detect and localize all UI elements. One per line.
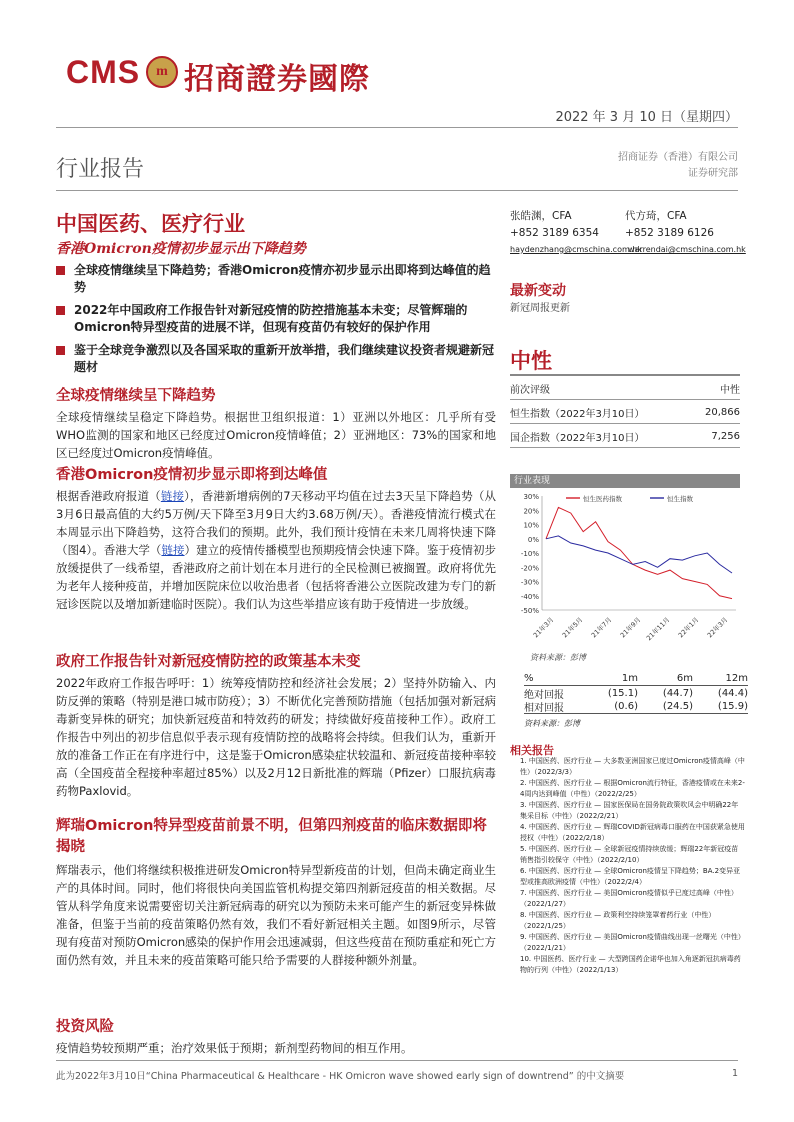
related-reports-list (510, 756, 745, 976)
x-tick-label: 21年7月 (589, 615, 614, 640)
y-tick-label: -40% (520, 592, 539, 601)
analyst-name: 代方琦，CFA (625, 210, 687, 222)
series-line (546, 507, 732, 598)
analyst-phone: +852 3189 6354 (510, 227, 599, 239)
rating-table (510, 378, 740, 448)
firm-line-2: 证券研究部 (688, 168, 738, 179)
related-reports-heading: 相关报告 (510, 744, 554, 757)
logo-badge: m (146, 56, 178, 88)
section-text: 全球疫情继续呈稳定下降趋势。根据世卫组织报道：1）亚洲以外地区：几乎所有受WHO监测的国家和地区已经度过Omicron疫情峰值；2）亚洲地区：73%的国家和地区已经度过Omicron疫情峰值。 (56, 410, 496, 460)
legend-label: 恒生医药指数 (583, 495, 622, 503)
section-policy (56, 650, 496, 800)
source-link-2[interactable]: 链接 (161, 543, 185, 557)
footer (56, 1068, 738, 1082)
related-report-item[interactable]: 10. 中国医药、医疗行业 — 大型跨国药企诺华也加入角逐新冠抗病毒药物的行列（中性）（2022/1/13） (520, 955, 741, 974)
bullet-square-icon (56, 346, 65, 355)
related-report-item[interactable]: 8. 中国医药、医疗行业 — 政策利空持续笼罩着药行业（中性）（2022/1/25） (520, 911, 716, 930)
related-report-item[interactable]: 6. 中国医药、医疗行业 — 全球Omicron疫情呈下降趋势；BA.2变异亚型或推高欧洲疫情（中性）（2022/2/4） (520, 867, 741, 886)
x-tick-label: 21年3月 (531, 615, 556, 640)
page-number: 1 (731, 1068, 738, 1079)
report-type: 行业报告 (56, 157, 145, 182)
performance-chart (510, 488, 740, 648)
firm-line-1: 招商证券（香港）有限公司 (618, 152, 738, 163)
rating-rule (510, 374, 740, 376)
bullet-square-icon (56, 306, 65, 315)
table-header: % 1m 6m 12m (524, 673, 748, 684)
page-subtitle: 香港Omicron疫情初步显示出下降趋势 (56, 241, 306, 257)
section-heading: 辉瑞Omicron特异型疫苗前景不明，但第四剂疫苗的临床数据即将揭晓 (56, 818, 487, 855)
latest-change-text: 新冠周报更新 (510, 303, 570, 314)
y-tick-label: 20% (523, 507, 539, 516)
x-tick-label: 21年11月 (644, 615, 672, 643)
section-hongkong (56, 463, 496, 613)
analyst-phone: +852 3189 6126 (625, 227, 714, 239)
footer-note: 此为2022年3月10日“China Pharmaceutical & Healthcare - HK Omicron wave showed early sign of downtrend” 的中文摘要 (56, 1071, 625, 1082)
related-report-item[interactable]: 5. 中国医药、医疗行业 — 全球新冠疫情持续放缓；辉瑞22年新冠疫苗销售指引较保守（中性）（2022/2/10） (520, 845, 739, 864)
y-tick-label: 10% (523, 521, 539, 530)
section-heading: 全球疫情继续呈下降趋势 (56, 388, 216, 404)
analyst-name: 张皓渊，CFA (510, 210, 572, 222)
rating: 中性 (510, 349, 552, 373)
header-rule (56, 127, 738, 128)
key-point: 全球疫情继续呈下降趋势；香港Omicron疫情亦初步显示出即将到达峰值的趋势 (56, 262, 496, 296)
firm-name (618, 150, 738, 182)
performance-table (524, 672, 748, 729)
section-pfizer (56, 816, 496, 969)
legend-label: 恒生指数 (667, 495, 693, 503)
related-report-item[interactable]: 3. 中国医药、医疗行业 — 国家医保局在国务院政策吹风会中明确22年集采目标（中性）（2022/2/21） (520, 801, 739, 820)
table-row: 绝对回报 (15.1) (44.7) (44.4) (524, 687, 748, 701)
source-link-1[interactable]: 链接 (160, 489, 185, 503)
table-row: 相对回报 (0.6) (24.5) (15.9) (524, 701, 748, 714)
section-text: 根据香港政府报道（链接），香港新增病例的7天移动平均值在过去3天呈下降趋势（从3月6日最高值的大约5万例/天下降至3月9日大约3.68万例/天）。香港疫情流行模式在本周显示出下降趋势，这符合我们的预期。此外，我们预计疫情在未来几周将快速下降（图4）。香港大学（链接）建立的疫情传播模型也预期疫情会快速下降。鉴于疫情初步放缓提供了一线希望，香港政府之前计划在本月进行的全民检测已被搁置。政府将优先为老年人接种疫苗，并增加医院床位以收治患者（包括将香港公立医院改建为专门的新冠诊医院以及增加新建临时医院）。我们认为这些举措应该有助于疫情进一步放缓。 (56, 489, 497, 611)
related-report-item[interactable]: 4. 中国医药、医疗行业 — 辉瑞COVID新冠病毒口服药在中国获紧急使用授权（中性）（2022/2/18） (520, 823, 745, 842)
chart-source: 资料来源：彭博 (530, 653, 586, 662)
rating-row: 国企指数（2022年3月10日） 7,256 (510, 426, 740, 448)
page-title: 中国医药、医疗行业 (56, 212, 245, 236)
key-point: 2022年中国政府工作报告针对新冠疫情的防控措施基本未变；尽管辉瑞的Omicron特异型疫苗的进展不详，但现有疫苗仍有较好的保护作用 (56, 302, 496, 336)
x-tick-label: 22年1月 (676, 615, 701, 640)
key-points (56, 262, 496, 382)
section-text: 2022年政府工作报告呼吁：1）统筹疫情防控和经济社会发展；2）坚持外防输入、内防反弹的策略（特别是港口城市防疫）；3）不断优化完善预防措施（包括加强对新冠病毒新变异株的研究；加快新冠疫苗和特效药的研发；持续做好疫苗接种工作）。政府工作报告中列出的初步信息似乎表示现有疫情防控的战略将会持续。但我们认为，重新开放的准备工作正在有序进行中，这是鉴于Omicron感染症状较温和、新冠疫苗接种率较高（全国疫苗全程接种率超过85%）以及2月12日新批准的辉瑞（Pfizer）口服抗病毒药物Paxlovid。 (56, 676, 496, 798)
y-tick-label: -20% (520, 564, 539, 573)
x-tick-label: 21年5月 (560, 615, 585, 640)
related-report-item[interactable]: 2. 中国医药、医疗行业 — 根据Omicron流行特征，香港疫情或在未来2-4周内达到峰值（中性）（2022/2/25） (520, 779, 745, 798)
latest-change-heading: 最新变动 (510, 283, 566, 299)
section-heading: 投资风险 (56, 1019, 114, 1035)
y-tick-label: -30% (520, 578, 539, 587)
y-tick-label: 30% (523, 493, 539, 501)
section-text: 疫情趋势较预期严重；治疗效果低于预期；新剂型药物间的相互作用。 (56, 1041, 413, 1055)
performance-chart-svg (510, 488, 740, 648)
section-heading: 政府工作报告针对新冠疫情防控的政策基本未变 (56, 654, 361, 670)
analyst-email[interactable]: warrendai@cmschina.com.hk (628, 245, 746, 254)
logo-chinese-name: 招商證券國際 (184, 62, 370, 97)
title-rule (56, 190, 738, 191)
related-report-item[interactable]: 1. 中国医药、医疗行业 — 大多数亚洲国家已度过Omicron疫情高峰（中性）（2022/3/3） (520, 757, 745, 776)
logo-cms: CMS (66, 54, 141, 90)
x-tick-label: 22年3月 (705, 615, 730, 640)
rating-row: 恒生指数（2022年3月10日） 20,866 (510, 402, 740, 424)
related-report-item[interactable]: 9. 中国医药、医疗行业 — 美国Omicron疫情曲线出现一丝曙光（中性）（2022/1/21） (520, 933, 745, 952)
report-date: 2022 年 3 月 10 日（星期四） (555, 110, 738, 125)
analyst-block (510, 208, 746, 254)
analyst-email[interactable]: haydenzhang@cmschina.com.hk (510, 245, 642, 254)
section-text: 辉瑞表示，他们将继续积极推进研发Omicron特异型新疫苗的计划，但尚未确定商业生产的具体时间。同时，他们将很快向美国监管机构提交第四剂新冠疫苗的相关数据。尽管从科学角度来说需要密切关注新冠病毒的研究以为预防未来可能产生的新冠变异株做准备，但鉴于当前的疫苗策略仍然有效，我们不看好新冠相关主题。如图9所示，尽管现有疫苗对预防Omicron感染的保护作用会迅速减弱，但这些疫苗在预防重症和死亡方面仍然有效，并且未来的疫苗策略可能只给予需要的人群接种额外剂量。 (56, 863, 496, 967)
chart-header: 行业表现 (510, 474, 740, 488)
y-tick-label: -10% (520, 550, 539, 558)
bullet-square-icon (56, 266, 65, 275)
section-heading: 香港Omicron疫情初步显示即将到达峰值 (56, 467, 328, 483)
footer-rule (56, 1060, 738, 1061)
y-tick-label: -50% (520, 607, 539, 615)
section-global (56, 384, 496, 462)
x-tick-label: 21年9月 (618, 615, 643, 640)
table-source: 资料来源：彭博 (524, 719, 580, 728)
related-report-item[interactable]: 7. 中国医药、医疗行业 — 美国Omicron疫情似乎已度过高峰（中性）（2022/1/27） (520, 889, 738, 908)
section-risk (56, 1015, 496, 1057)
rating-row: 前次评级 中性 (510, 378, 740, 400)
y-tick-label: 0% (527, 535, 539, 544)
key-point: 鉴于全球竞争激烈以及各国采取的重新开放举措，我们继续建议投资者规避新冠题材 (56, 342, 496, 376)
